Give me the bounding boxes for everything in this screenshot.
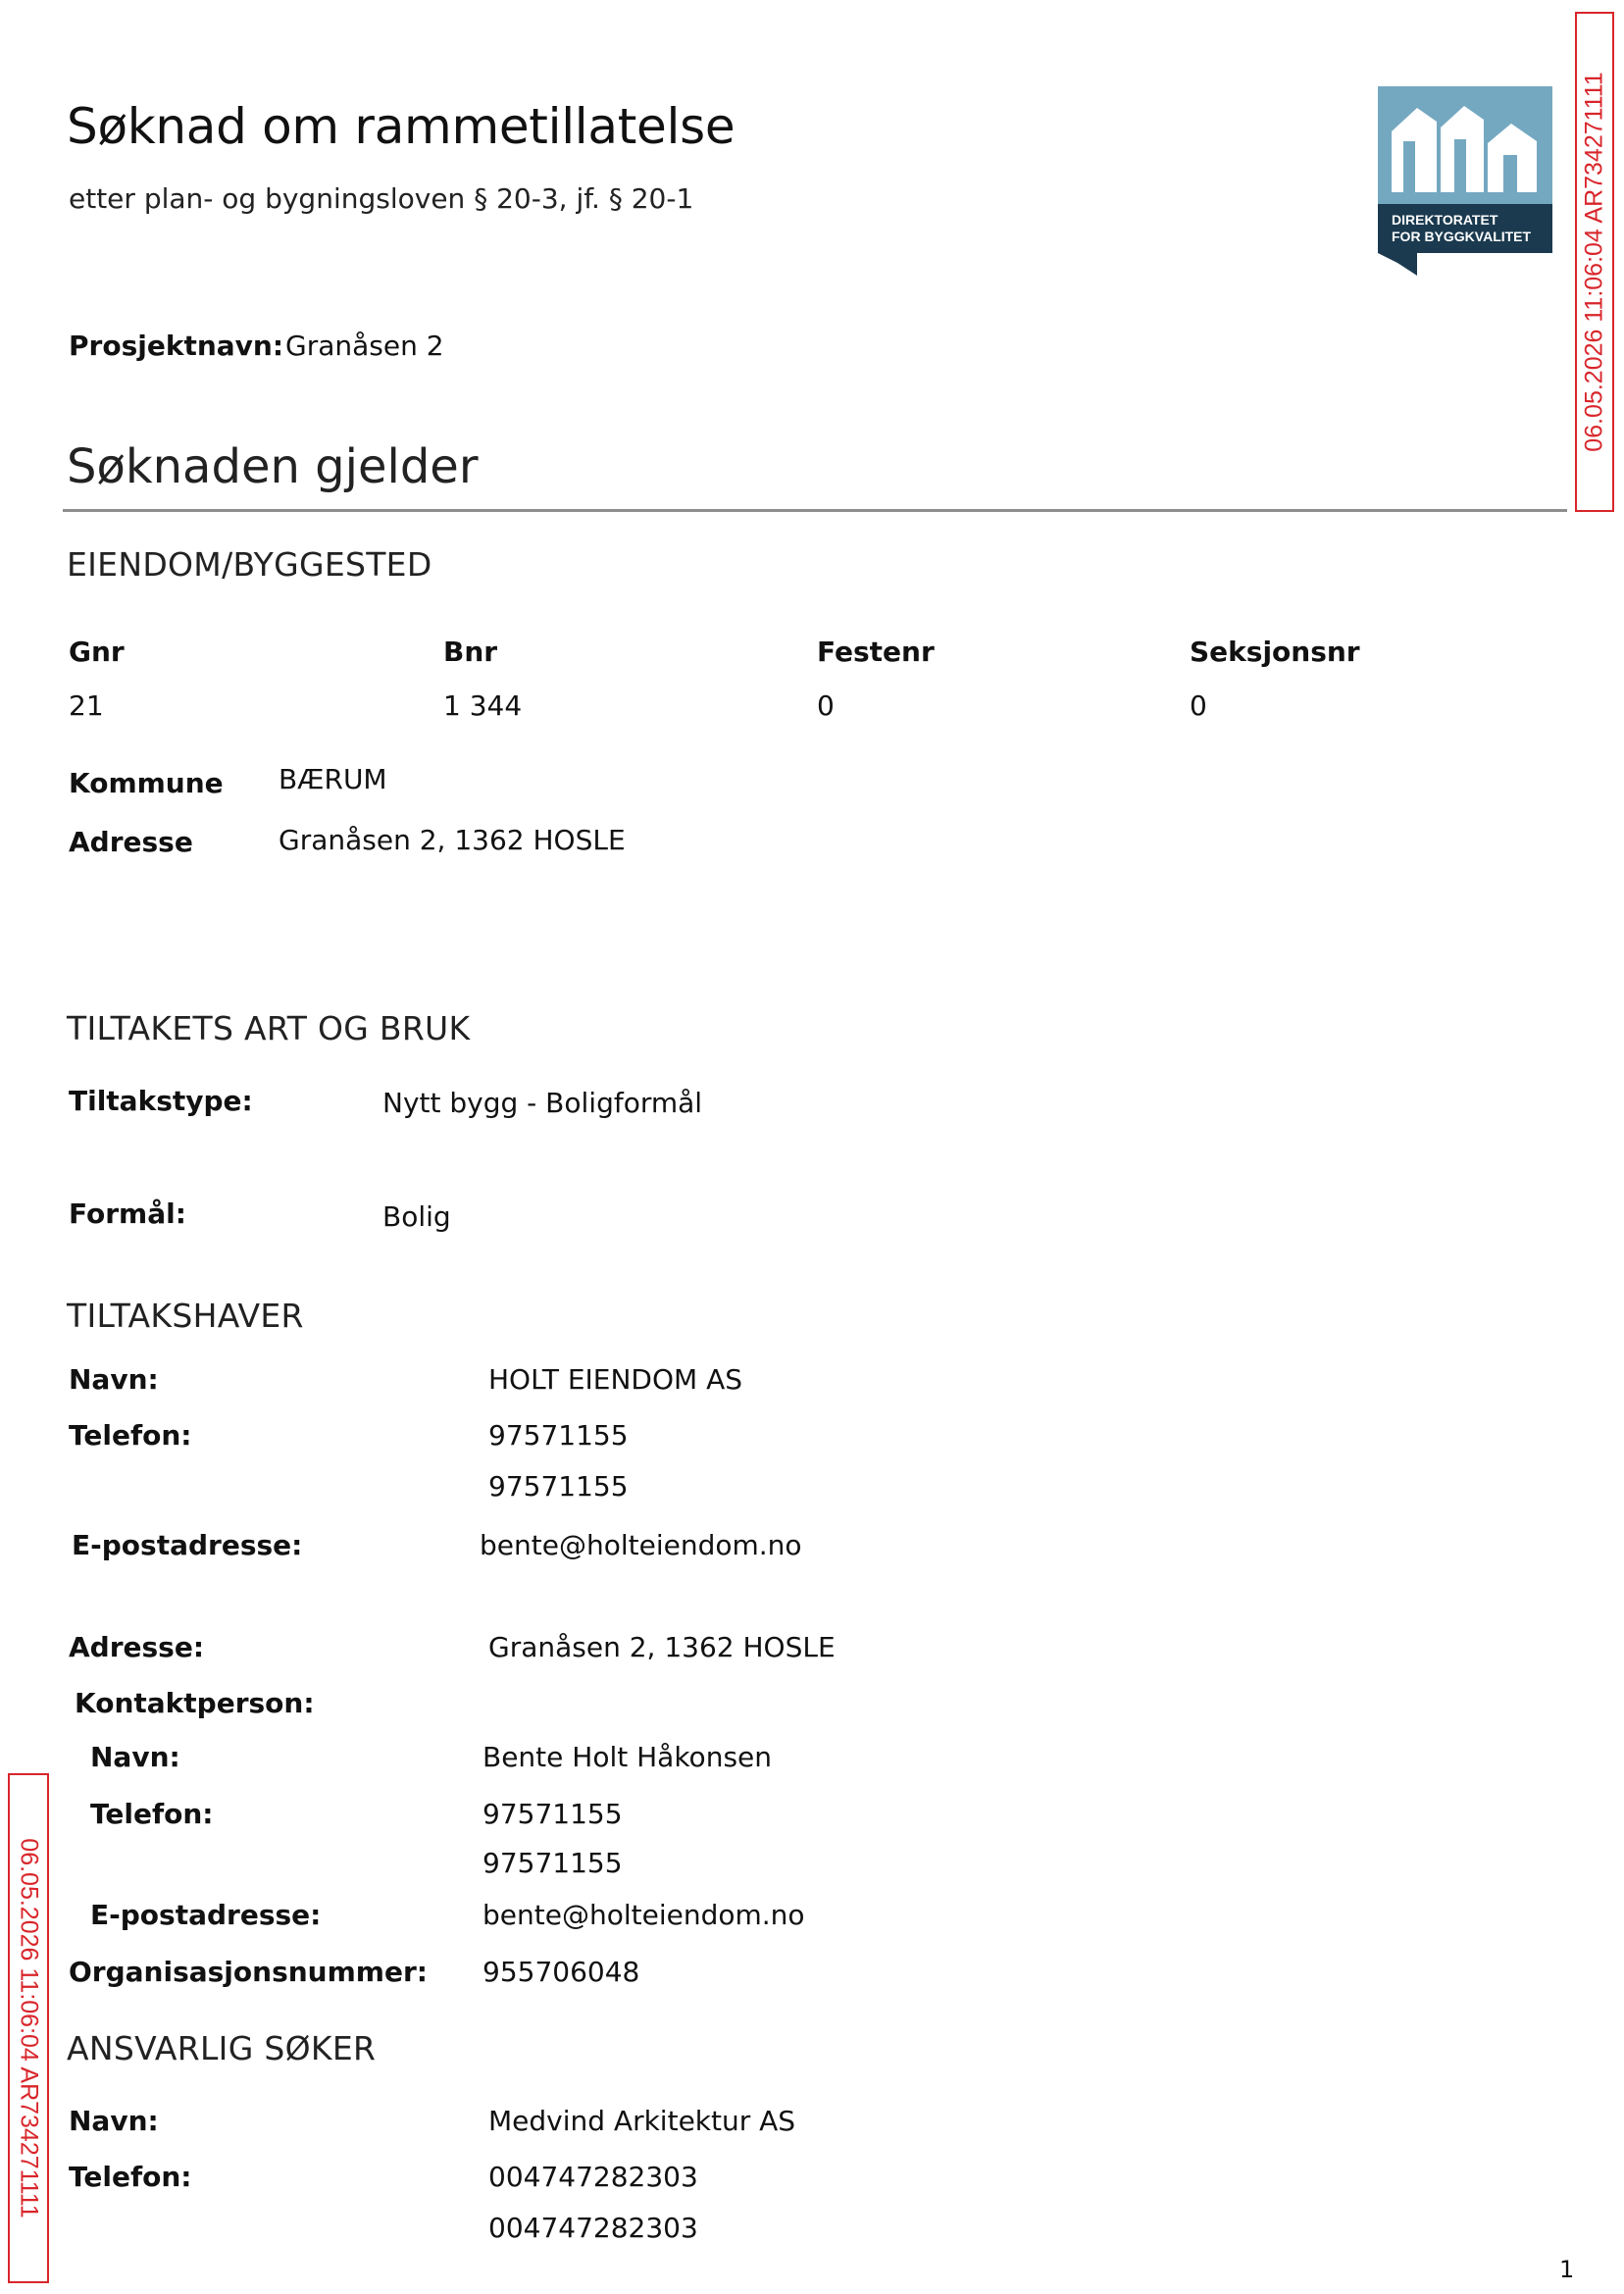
tiltakshaver-telefon-label: Telefon:: [69, 1419, 192, 1452]
ansvarlig-heading: ANSVARLIG SØKER: [67, 2029, 377, 2067]
formal-label: Formål:: [69, 1198, 186, 1230]
tiltakshaver-epost-value: bente@holteiendom.no: [480, 1529, 802, 1561]
receipt-stamp-right: [1575, 12, 1614, 512]
tiltakshaver-adresse-value: Granåsen 2, 1362 HOSLE: [488, 1631, 836, 1663]
formal-value: Bolig: [382, 1200, 451, 1233]
bnr-label: Bnr: [443, 636, 498, 668]
kontaktperson-navn-value: Bente Holt Håkonsen: [482, 1741, 772, 1773]
ansvarlig-telefon-label: Telefon:: [69, 2161, 192, 2193]
project-name-value: Granåsen 2: [285, 330, 444, 362]
kontaktperson-telefon-1: 97571155: [482, 1798, 623, 1830]
project-name-label: Prosjektnavn:: [69, 330, 284, 362]
tiltakshaver-navn-value: HOLT EIENDOM AS: [488, 1363, 743, 1396]
tiltakshaver-adresse-label: Adresse:: [69, 1631, 205, 1663]
logo-text-line2: FOR BYGGKVALITET: [1392, 229, 1532, 244]
tiltakshaver-telefon-2: 97571155: [488, 1470, 629, 1503]
receipt-stamp-right-text: 06.05.2026 11:06:04 AR734271111: [1580, 72, 1608, 452]
page-number: 1: [1559, 2256, 1575, 2283]
gnr-value: 21: [69, 689, 104, 722]
kontaktperson-telefon-label: Telefon:: [90, 1798, 214, 1830]
kontaktperson-navn-label: Navn:: [90, 1741, 180, 1773]
tiltakstype-value: Nytt bygg - Boligformål: [382, 1087, 703, 1119]
ansvarlig-navn-value: Medvind Arkitektur AS: [488, 2105, 796, 2137]
festenr-value: 0: [817, 689, 835, 722]
receipt-stamp-left: [8, 1773, 49, 2283]
tiltakshaver-epost-label: E-postadresse:: [72, 1529, 303, 1561]
tiltakstype-label: Tiltakstype:: [69, 1085, 253, 1117]
dibk-logo: [1378, 86, 1552, 276]
gnr-label: Gnr: [69, 636, 125, 668]
receipt-stamp-left-text: 06.05.2026 11:06:04 AR734271111: [15, 1838, 43, 2218]
bnr-value: 1 344: [443, 689, 523, 722]
document-title: Søknad om rammetillatelse: [67, 98, 736, 155]
tiltakshaver-navn-label: Navn:: [69, 1363, 159, 1396]
eiendom-heading: EIENDOM/BYGGESTED: [67, 545, 432, 584]
seksjonsnr-label: Seksjonsnr: [1190, 636, 1360, 668]
tiltakshaver-heading: TILTAKSHAVER: [67, 1297, 304, 1335]
ansvarlig-telefon-1: 004747282303: [488, 2161, 698, 2193]
kontaktperson-epost-value: bente@holteiendom.no: [482, 1899, 805, 1931]
ansvarlig-navn-label: Navn:: [69, 2105, 159, 2137]
orgnr-label: Organisasjonsnummer:: [69, 1956, 428, 1988]
seksjonsnr-value: 0: [1190, 689, 1207, 722]
kommune-label: Kommune: [69, 767, 224, 799]
ansvarlig-telefon-2: 004747282303: [488, 2212, 698, 2244]
document-subtitle: etter plan- og bygningsloven § 20-3, jf. § 20-1: [69, 182, 694, 215]
section-title: Søknaden gjelder: [67, 439, 479, 494]
tiltakshaver-telefon-1: 97571155: [488, 1419, 629, 1452]
festenr-label: Festenr: [817, 636, 935, 668]
logo-text-line1: DIREKTORATET: [1392, 212, 1498, 228]
kontaktperson-label: Kontaktperson:: [75, 1687, 315, 1719]
kommune-value: BÆRUM: [279, 763, 387, 795]
adresse-value: Granåsen 2, 1362 HOSLE: [279, 824, 626, 856]
kontaktperson-epost-label: E-postadresse:: [90, 1899, 322, 1931]
adresse-label: Adresse: [69, 826, 193, 858]
tiltak-heading: TILTAKETS ART OG BRUK: [67, 1009, 471, 1047]
orgnr-value: 955706048: [482, 1956, 640, 1988]
section-divider: [63, 509, 1567, 512]
kontaktperson-telefon-2: 97571155: [482, 1847, 623, 1879]
